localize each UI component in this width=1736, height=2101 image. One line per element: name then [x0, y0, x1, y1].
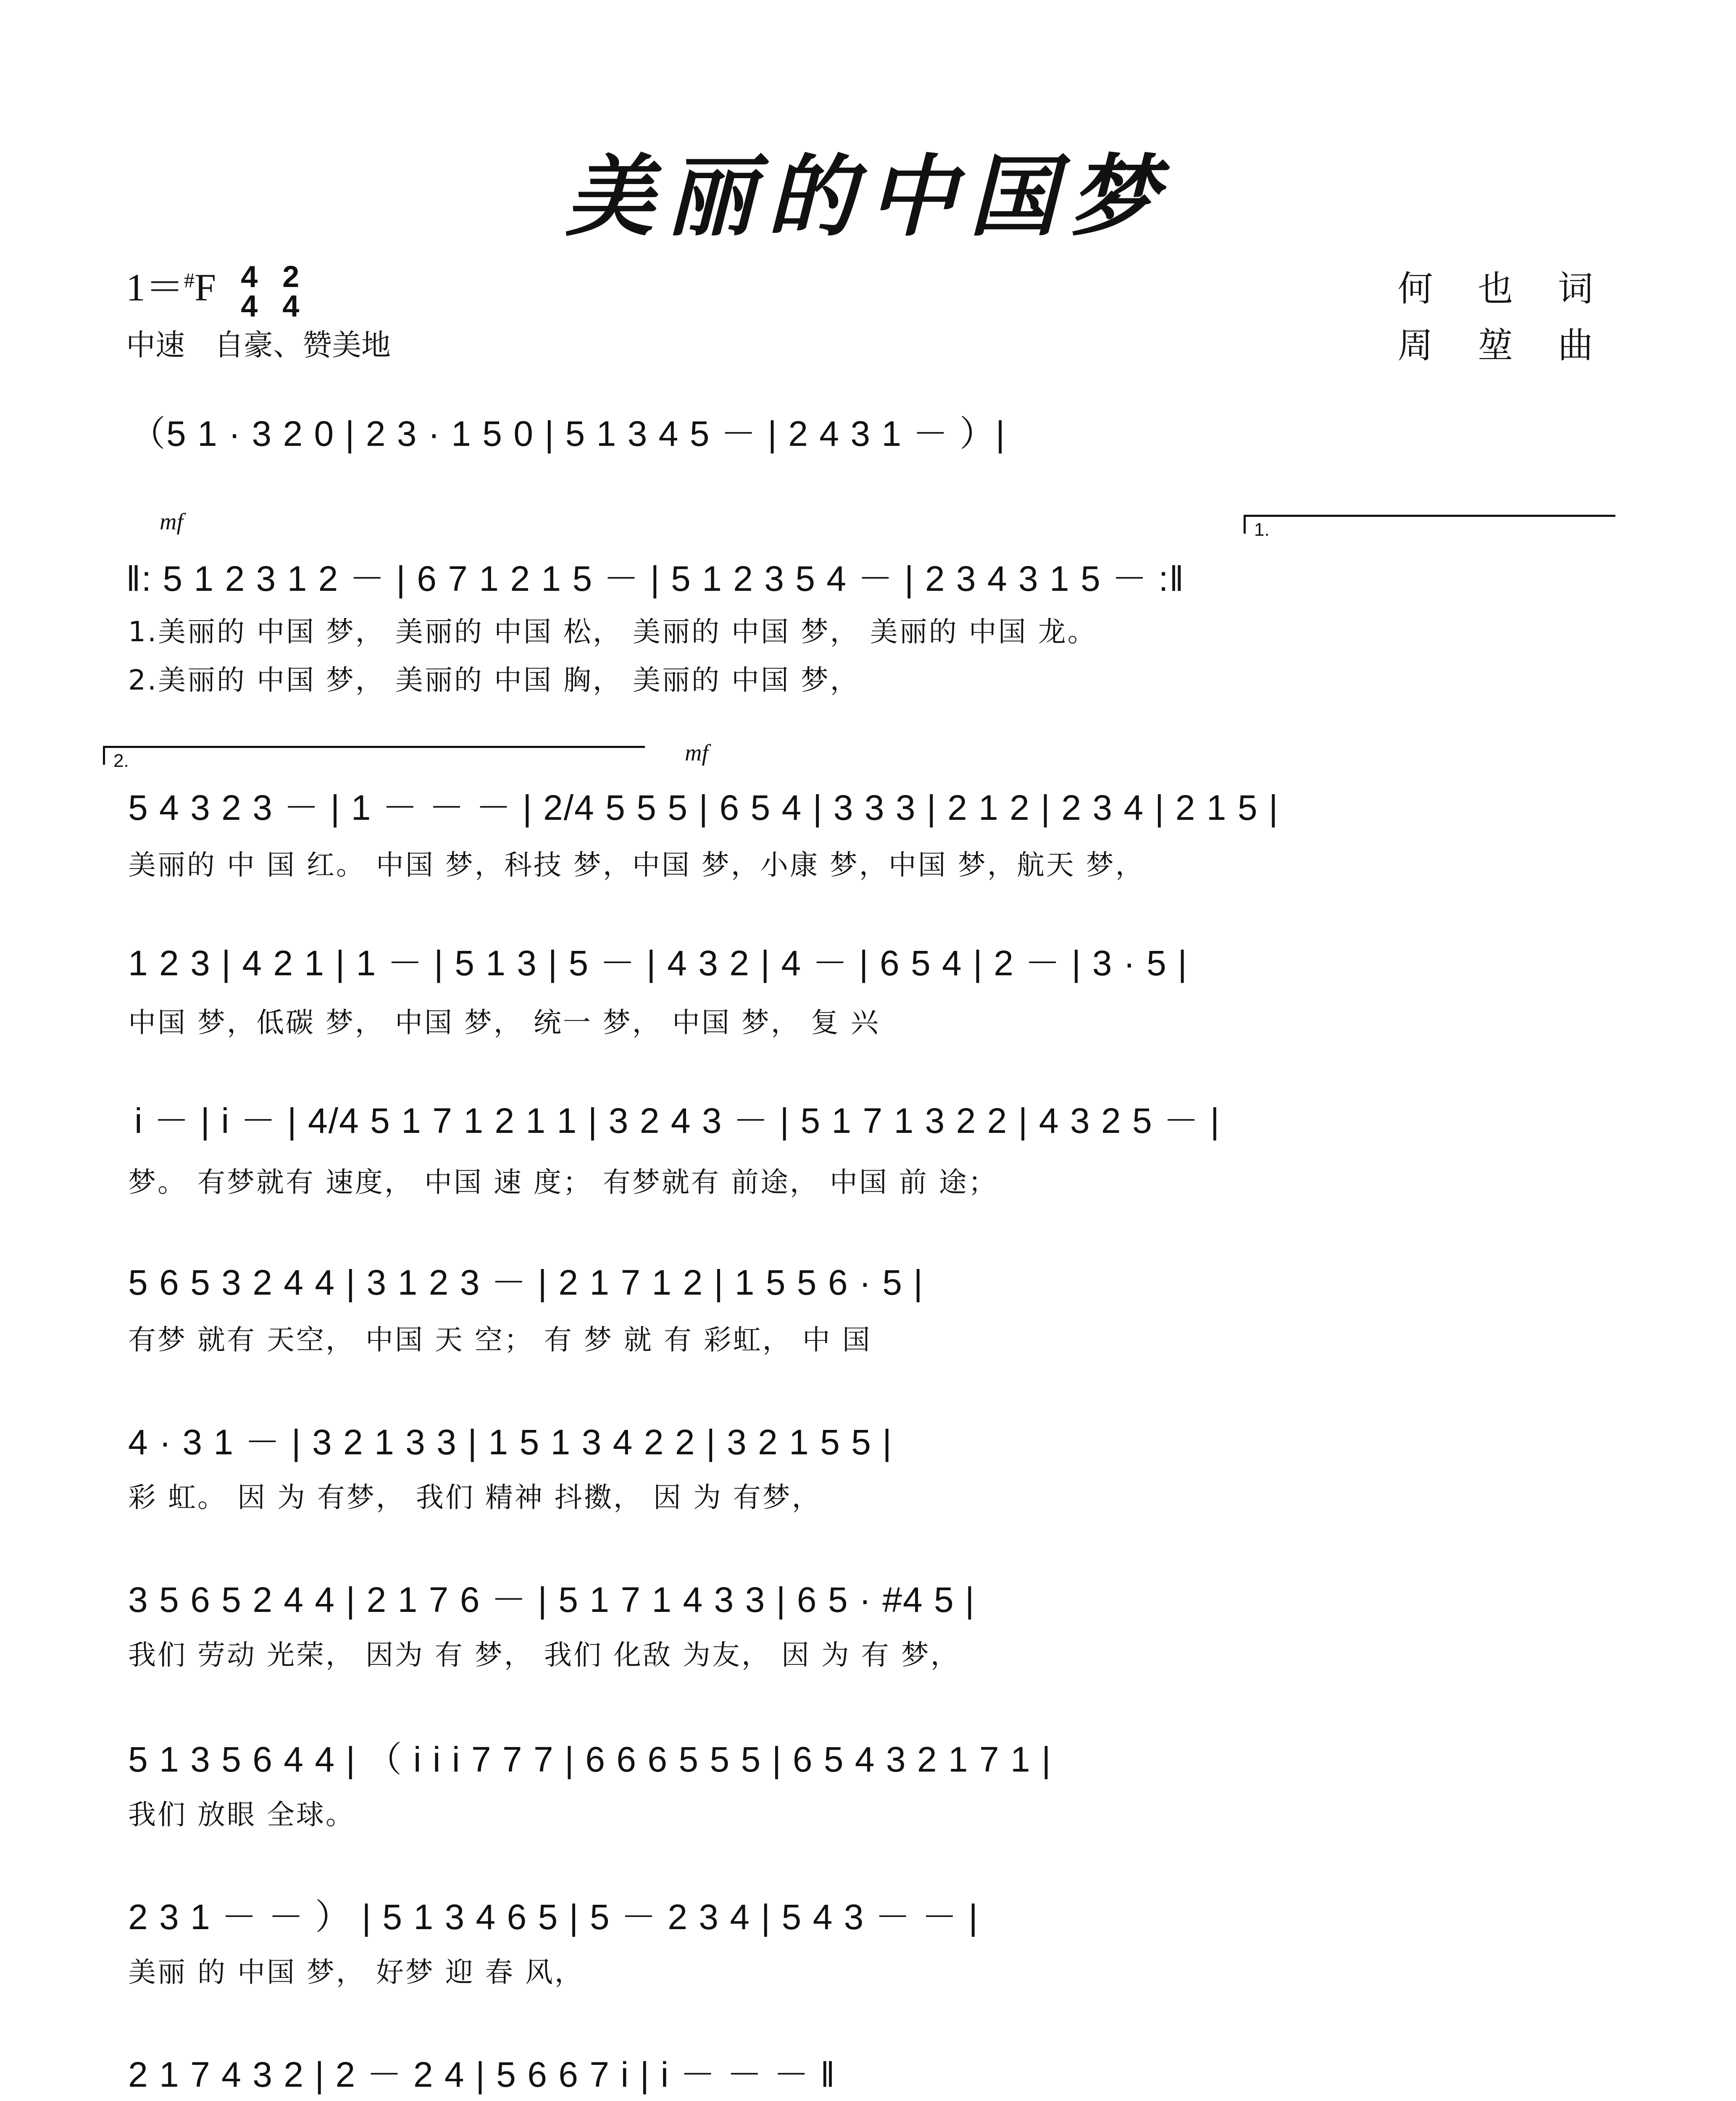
score-system-11-notes: 2 1 7 4 3 2 | 2 － 2 4 | 5 6 6 7 i | i － － － ‖ [128, 2055, 836, 2094]
score-system-2-notes: ‖: 5 1 2 3 1 2 － | 6 7 1 2 1 5 － | 5 1 2 3 5 4 － | 2 3 4 3 1 5 － :‖ [126, 559, 1185, 598]
score-system-3-notes: 5 4 3 2 3 － | 1 － － － | 2/4 5 5 5 | 6 5 4 | 3 3 3 | 2 1 2 | 2 3 4 | 2 1 5 | [128, 788, 1279, 827]
lyrics-verse-1: 1.美丽的 中国 梦， 美丽的 中国 松， 美丽的 中国 梦， 美丽的 中国 龙。 [128, 616, 1097, 648]
score-system-7-notes: 4 · 3 1 － | 3 2 1 3 3 | 1 5 1 3 4 2 2 | 3 2 1 5 5 | [128, 1422, 893, 1462]
lyrics-system-9: 我们 放眼 全球。 [128, 1798, 355, 1831]
sharp-sign: # [184, 268, 195, 292]
lyrics-system-10: 美丽 的 中国 梦， 好梦 迎 春 风， [128, 1956, 584, 1988]
key-note: F [195, 266, 216, 309]
lyrics-system-5: 梦。 有梦就有 速度， 中国 速 度； 有梦就有 前途， 中国 前 途； [128, 1166, 998, 1198]
lyrics-system-6: 有梦 就有 天空， 中国 天 空； 有 梦 就 有 彩虹， 中 国 [128, 1324, 872, 1356]
lyrics-system-4: 中国 梦，低碳 梦， 中国 梦， 统一 梦， 中国 梦， 复 兴 [128, 1006, 880, 1039]
score-system-4-notes: 1 2 3 | 4 2 1 | 1 － | 5 1 3 | 5 － | 4 3 2 | 4 － | 6 5 4 | 2 － | 3 · 5 | [128, 943, 1188, 983]
lyricist-credit: 何 也 词 [1397, 268, 1610, 309]
composer-credit: 周 堃 曲 [1397, 325, 1610, 366]
time-signature-2-4: 2 4 [282, 260, 300, 323]
score-system-8-notes: 3 5 6 5 2 4 4 | 2 1 7 6 － | 5 1 7 1 4 3 3 | 6 5 · #4 5 | [128, 1580, 975, 1619]
time-signature-4-4: 4 4 [241, 260, 258, 323]
key-prefix: 1＝ [126, 266, 184, 309]
dynamic-mf-1: mf [160, 509, 183, 535]
tempo-marking: 中速 自豪、赞美地 [126, 328, 391, 362]
volta-bracket-2: 2. [103, 746, 645, 765]
score-system-6-notes: 5 6 5 3 2 4 4 | 3 1 2 3 － | 2 1 7 1 2 | 1 5 5 6 · 5 | [128, 1263, 924, 1302]
score-system-1-notes: （5 1 · 3 2 0 | 2 3 · 1 5 0 | 5 1 3 4 5 － | 2 4 3 1 － ）| [130, 414, 1006, 453]
lyrics-verse-2: 2.美丽的 中国 梦， 美丽的 中国 胸， 美丽的 中国 梦， [128, 664, 860, 696]
lyrics-system-8: 我们 劳动 光荣， 因为 有 梦， 我们 化敌 为友， 因 为 有 梦， [128, 1639, 960, 1671]
score-system-9-notes: 5 1 3 5 6 4 4 | （ i i i 7 7 7 | 6 6 6 5 5 5 | 6 5 4 3 2 1 7 1 | [128, 1740, 1052, 1779]
key-signature [126, 256, 299, 321]
page-title: 美丽的中国梦 [565, 145, 1170, 248]
lyrics-system-3: 美丽的 中 国 红。 中国 梦，科技 梦，中国 梦，小康 梦，中国 梦，航天 梦， [128, 849, 1145, 881]
score-system-5-notes: i － | i － | 4/4 5 1 7 1 2 1 1 | 3 2 4 3 － | 5 1 7 1 3 2 2 | 4 3 2 5 － | [134, 1101, 1220, 1140]
score-system-10-notes: 2 3 1 － － ） | 5 1 3 4 6 5 | 5 － 2 3 4 | 5 4 3 － － | [128, 1897, 979, 1937]
lyrics-system-7: 彩 虹。 因 为 有梦， 我们 精神 抖擞， 因 为 有梦， [128, 1481, 821, 1514]
volta-bracket-1: 1. [1244, 515, 1615, 534]
dynamic-mf-2: mf [685, 740, 708, 766]
